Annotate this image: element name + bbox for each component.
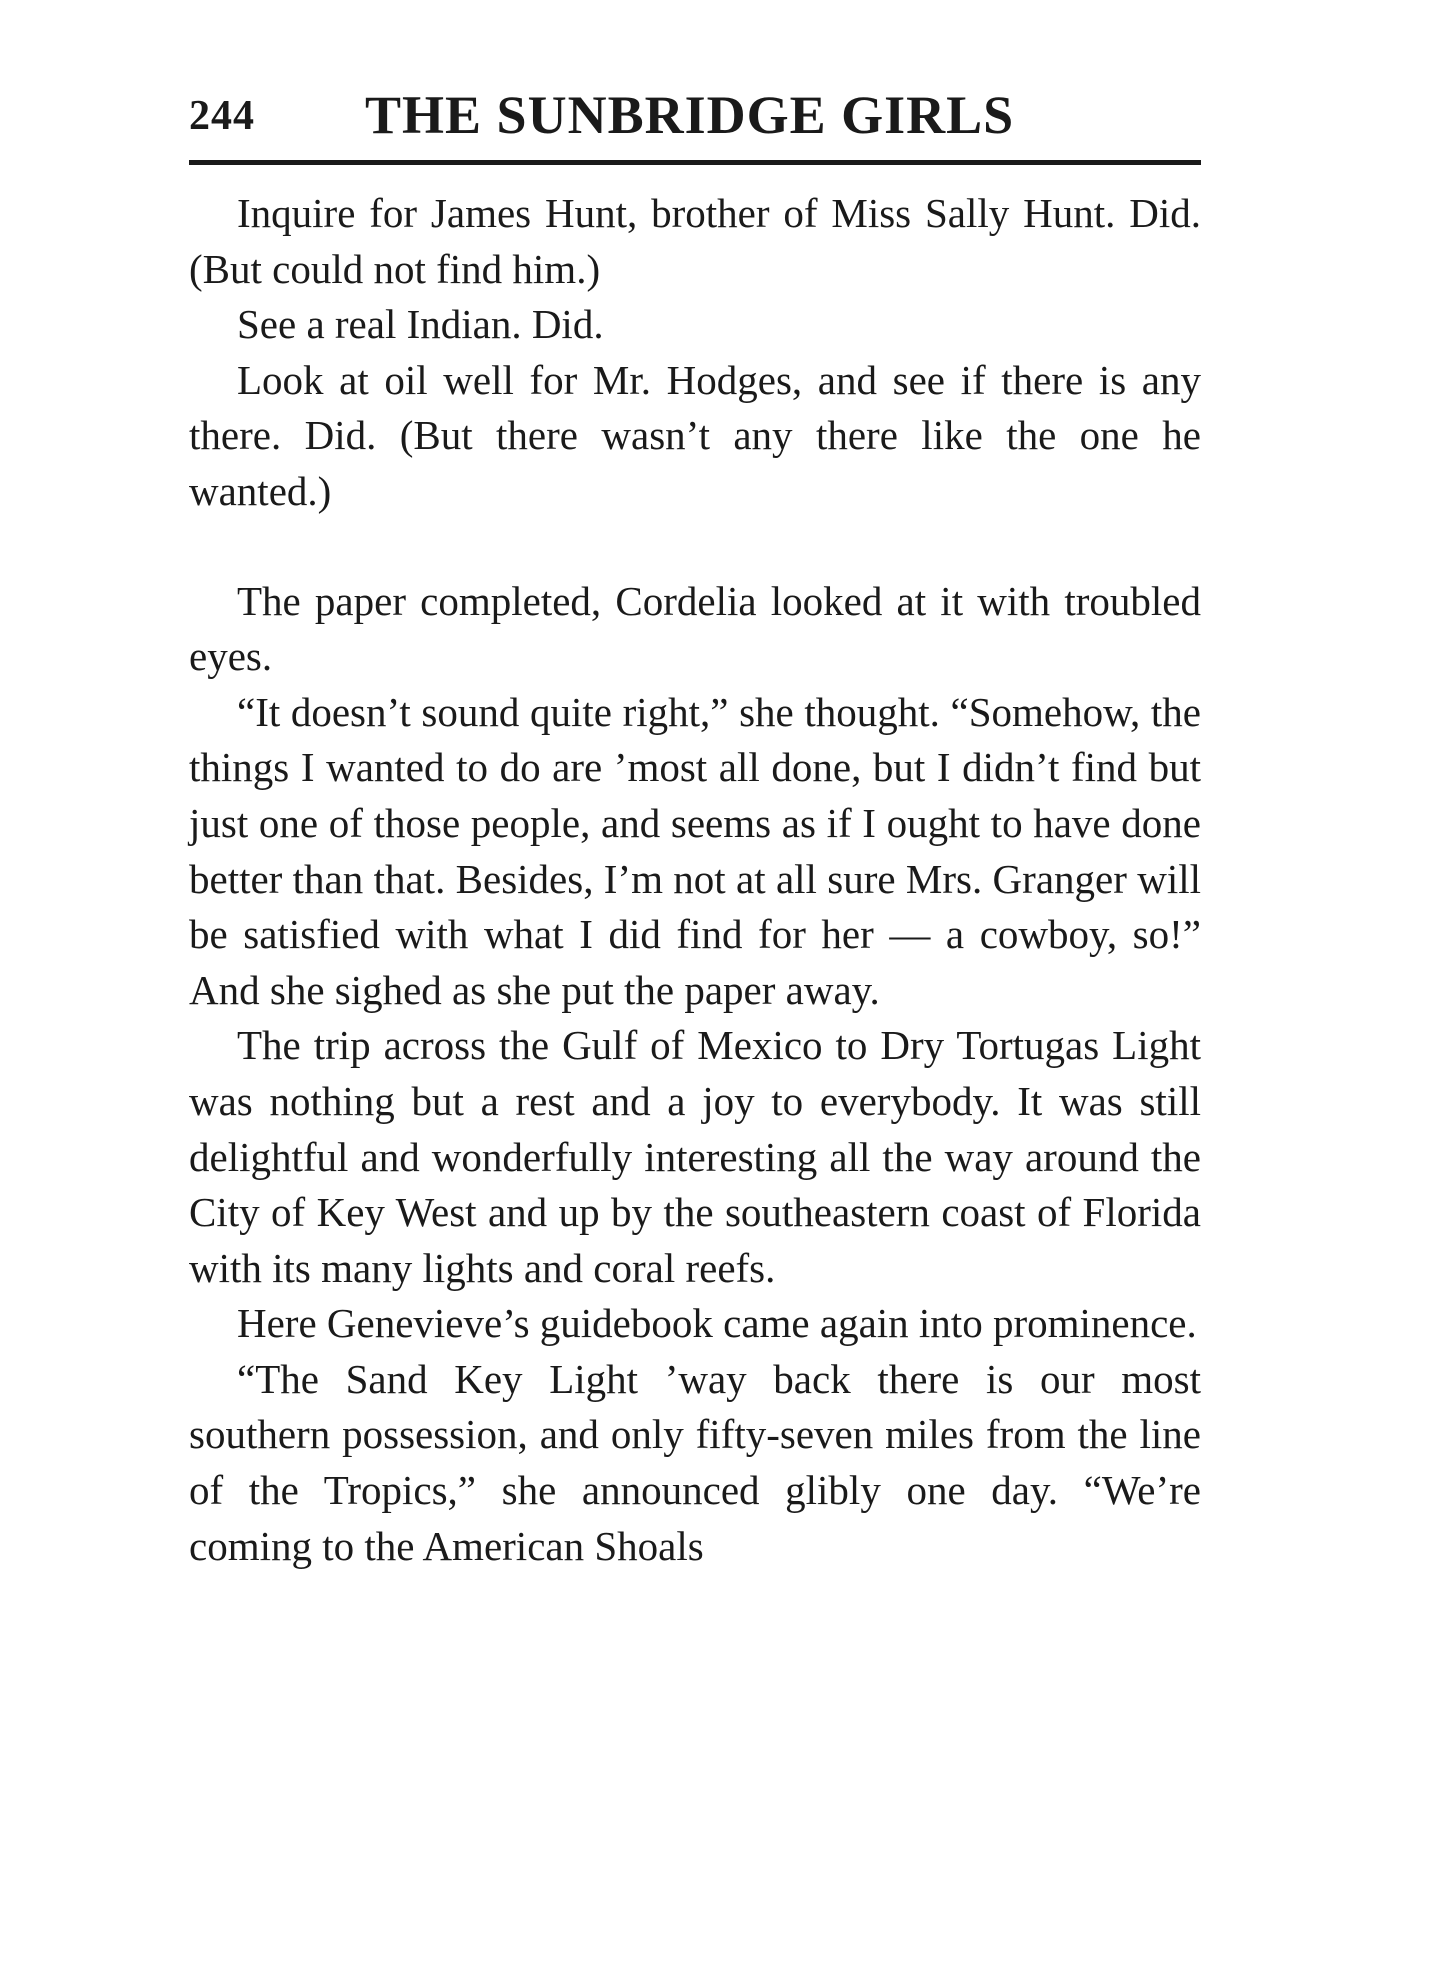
- running-title: THE SUNBRIDGE GIRLS: [365, 85, 1015, 145]
- page-header: [189, 84, 1201, 154]
- paragraph: “The Sand Key Light ’way back there is our most southern possession, and only fifty-seven miles from the line of the Tropics,” she announced glibly one day. “We’re coming to the American Shoals: [189, 1355, 1201, 1569]
- paragraph: Here Genevieve’s guidebook came again into prominence.: [237, 1300, 1197, 1347]
- paragraph: Inquire for James Hunt, brother of Miss Sally Hunt. Did. (But could not find him.): [189, 190, 1201, 292]
- header-rule: [189, 160, 1201, 165]
- paragraph: See a real Indian. Did.: [237, 301, 604, 348]
- paragraph: Look at oil well for Mr. Hodges, and see if there is any there. Did. (But there wasn’t any there like the one he wanted.): [189, 356, 1201, 514]
- paragraph: “It doesn’t sound quite right,” she thought. “Somehow, the things I wanted to do are ’most all done, but I didn’t find but just one of those people, and seems as if I ought to have done better than that. Besides, I’m not at all sure Mrs. Granger will be satisfied with what I did find for her — a cowboy, so!” And she sighed as she put the paper away.: [189, 688, 1201, 1013]
- page-number: 244: [189, 93, 255, 139]
- paragraph: The paper completed, Cordelia looked at it with troubled eyes.: [189, 577, 1201, 680]
- body-text: [189, 186, 1201, 1574]
- paragraph: The trip across the Gulf of Mexico to Dry Tortugas Light was nothing but a rest and a joy to everybody. It was still delightful and wonderfully interesting all the way around the City of Key West and up by the southeastern coast of Florida with its many lights and coral reefs.: [189, 1022, 1201, 1291]
